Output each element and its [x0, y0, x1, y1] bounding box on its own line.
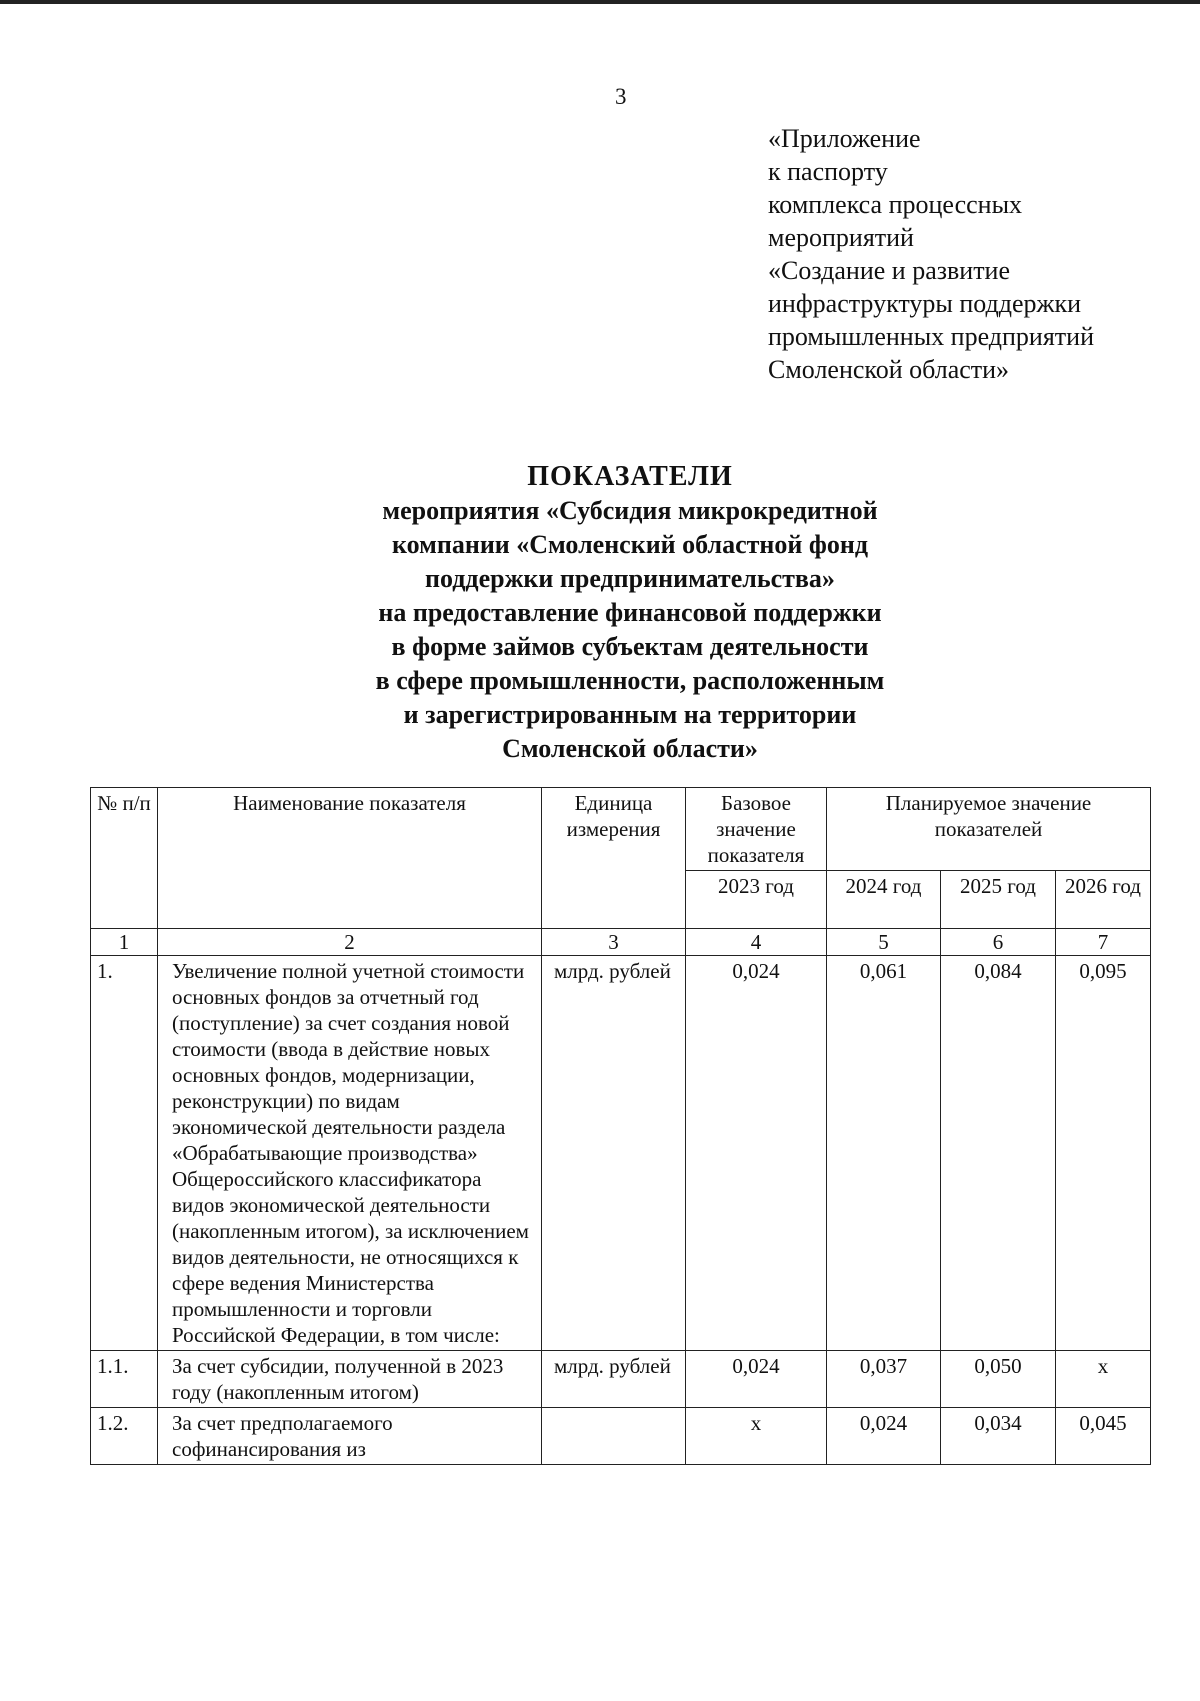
title-line: Смоленской области» — [502, 734, 758, 763]
col-number: 4 — [686, 929, 827, 956]
appendix-line: комплекса процессных — [768, 190, 1023, 219]
table-row — [91, 956, 1151, 1351]
appendix-line: Смоленской области» — [768, 355, 1010, 384]
appendix-line: «Создание и развитие — [768, 256, 1011, 285]
row-base-value: x — [686, 1408, 827, 1465]
title-line: и зарегистрированным на территории — [403, 700, 857, 729]
table-header-row — [91, 788, 1151, 871]
row-value-2025: 0,034 — [941, 1408, 1056, 1465]
page-top-border — [0, 0, 1200, 4]
row-value-2025: 0,050 — [941, 1351, 1056, 1408]
indicators-table — [90, 787, 1151, 1465]
header-base: Базовое значение показателя — [686, 788, 827, 871]
title-line: поддержки предпринимательства» — [425, 564, 835, 593]
table-row — [91, 1351, 1151, 1408]
appendix-line: «Приложение — [768, 124, 921, 153]
row-value-2024: 0,024 — [827, 1408, 941, 1465]
row-value-2024: 0,061 — [827, 956, 941, 1351]
row-unit — [542, 1408, 686, 1465]
row-name: Увеличение полной учетной стоимости основных фондов за отчетный год (поступление) за счет создания новой стоимости (ввода в действие новых основных фондов, модернизации, реконструкции) по видам экономической деятельности раздела «Обрабатывающие производства» Общероссийского классификатора видов экономической деятельности (накопленным итогом), за исключением видов деятельности, не относящихся к сфере ведения Министерства промышленности и торговли Российской Федерации, в том числе: — [158, 956, 542, 1351]
header-year-2024: 2024 год — [827, 871, 941, 929]
col-number: 6 — [941, 929, 1056, 956]
row-value-2026: 0,095 — [1056, 956, 1151, 1351]
title-line: в форме займов субъектам деятельности — [391, 632, 869, 661]
header-num: № п/п — [91, 788, 158, 929]
table-row — [91, 1408, 1151, 1465]
document-title — [250, 460, 1010, 766]
row-unit: млрд. рублей — [542, 1351, 686, 1408]
header-year-2026: 2026 год — [1056, 871, 1151, 929]
col-number: 7 — [1056, 929, 1151, 956]
page-number: 3 — [615, 84, 627, 109]
col-number: 1 — [91, 929, 158, 956]
header-planned: Планируемое значение показателей — [827, 788, 1151, 871]
title-line: компании «Смоленский областной фонд — [392, 530, 868, 559]
header-name: Наименование показателя — [158, 788, 542, 929]
row-num: 1. — [91, 956, 158, 1351]
title-line: на предоставление финансовой поддержки — [378, 598, 882, 627]
header-unit: Единица измерения — [542, 788, 686, 929]
row-value-2025: 0,084 — [941, 956, 1056, 1351]
row-base-value: 0,024 — [686, 956, 827, 1351]
appendix-line: инфраструктуры поддержки — [768, 289, 1082, 318]
header-year-2025: 2025 год — [941, 871, 1056, 929]
col-number: 5 — [827, 929, 941, 956]
header-base-year: 2023 год — [686, 871, 827, 929]
appendix-note — [768, 122, 1094, 386]
title-line: мероприятия «Субсидия микрокредитной — [382, 496, 878, 525]
row-value-2026: 0,045 — [1056, 1408, 1151, 1465]
column-numbers-row — [91, 929, 1151, 956]
row-base-value: 0,024 — [686, 1351, 827, 1408]
row-unit: млрд. рублей — [542, 956, 686, 1351]
title-main: ПОКАЗАТЕЛИ — [527, 461, 733, 492]
row-name: За счет предполагаемого софинансирования из — [158, 1408, 542, 1465]
row-value-2024: 0,037 — [827, 1351, 941, 1408]
appendix-line: мероприятий — [768, 223, 914, 252]
row-num: 1.1. — [91, 1351, 158, 1408]
row-value-2026: x — [1056, 1351, 1151, 1408]
appendix-line: к паспорту — [768, 157, 888, 186]
row-num: 1.2. — [91, 1408, 158, 1465]
col-number: 2 — [158, 929, 542, 956]
row-name: За счет субсидии, полученной в 2023 году (накопленным итогом) — [158, 1351, 542, 1408]
col-number: 3 — [542, 929, 686, 956]
title-line: в сфере промышленности, расположенным — [375, 666, 885, 695]
appendix-line: промышленных предприятий — [768, 322, 1094, 351]
